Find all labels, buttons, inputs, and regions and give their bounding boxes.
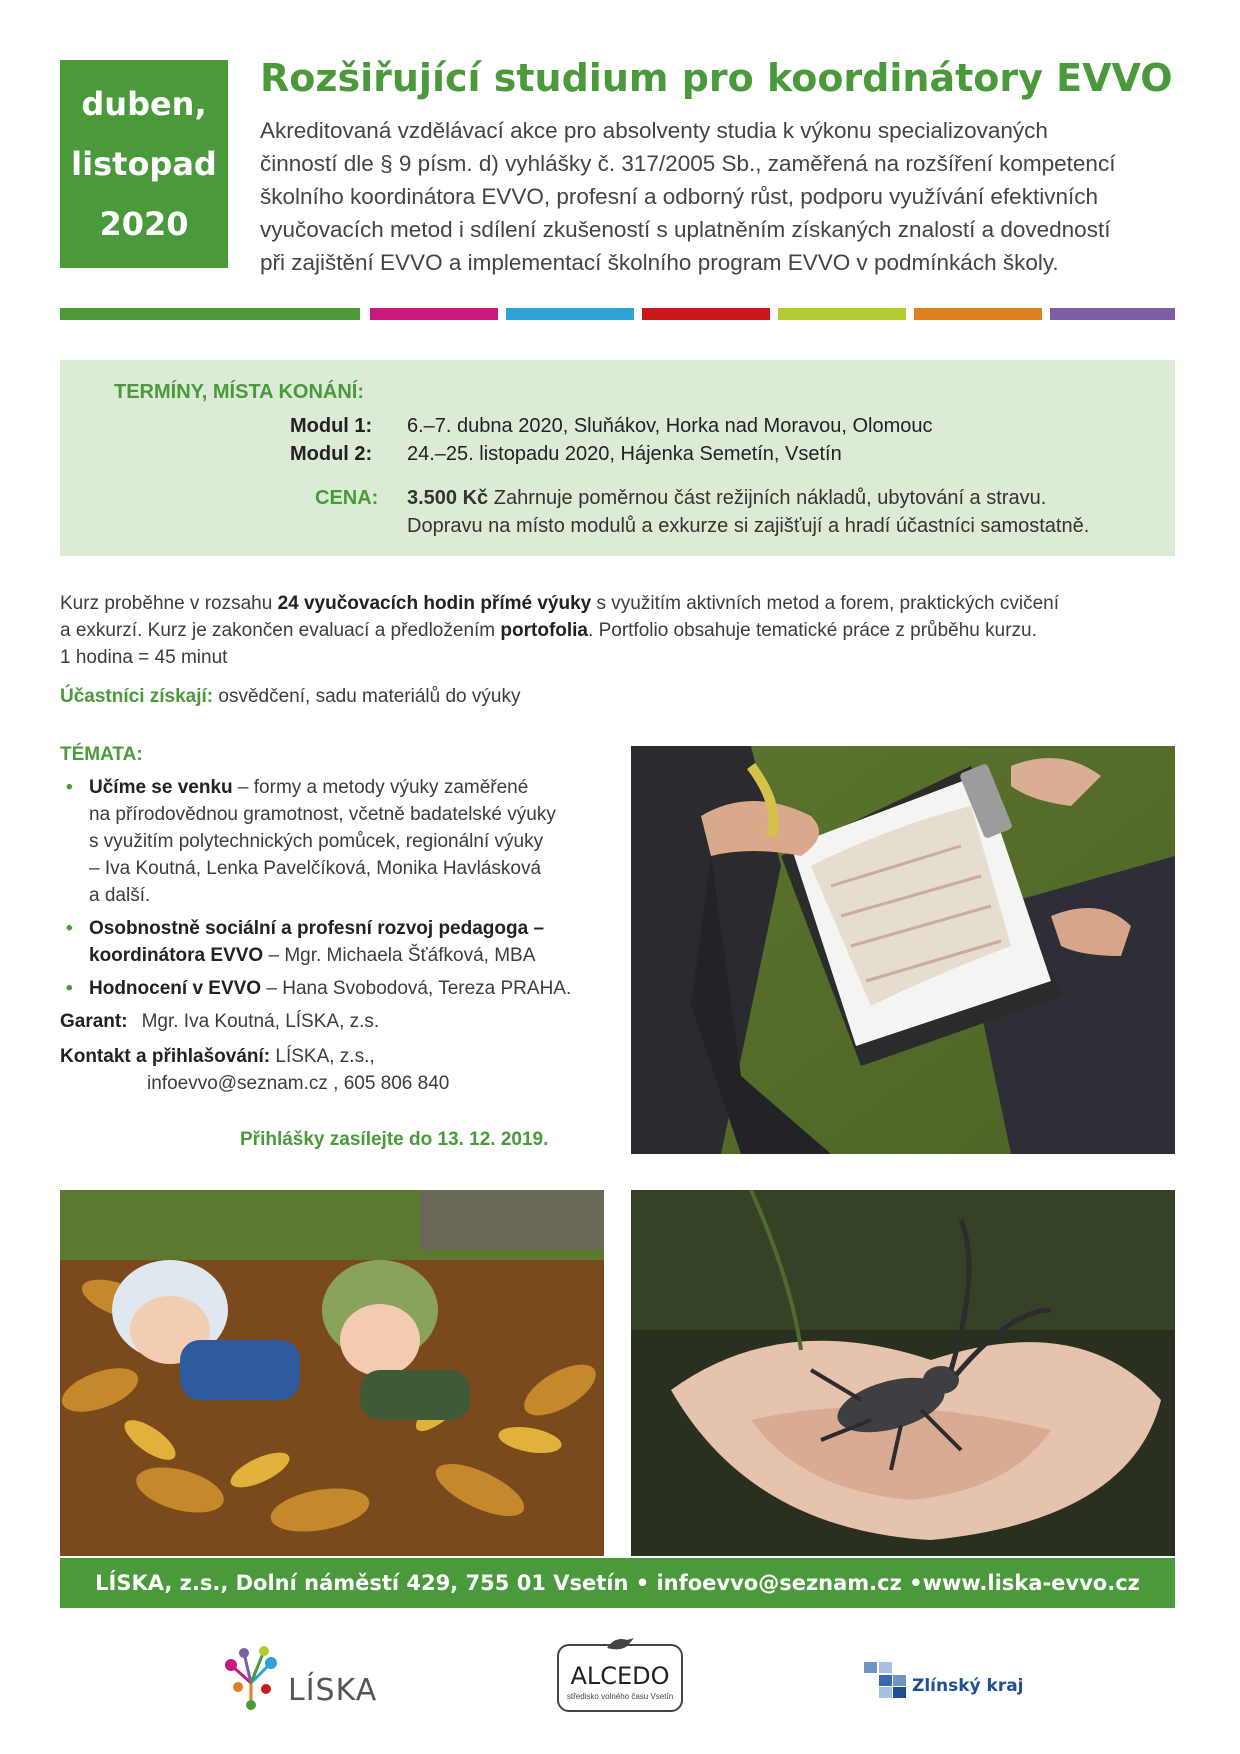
deadline: Přihlášky zasílejte do 13. 12. 2019. [240,1129,549,1150]
course-line-3: 1 hodina = 45 minut [60,647,228,668]
intro-line: školního koordinátora EVVO, profesní a odborný růst, podporu využívání efektivních [260,184,1098,209]
topic-text: – Iva Koutná, Lenka Pavelčíková, Monika Havlásková [89,858,542,879]
topic-text: na přírodovědnou gramotnost, včetně badatelské výuky [89,804,556,825]
garant-text: Mgr. Iva Koutná, LÍSKA, z.s. [141,1011,380,1032]
garant-label: Garant: [60,1011,128,1032]
topics-list [60,774,620,1002]
module-1-text: 6.–7. dubna 2020, Sluňákov, Horka nad Moravou, Olomouc [407,415,933,437]
intro-line: při zajištění EVVO a implementací školního program EVVO v podmínkách školy. [260,250,1059,275]
stripe-magenta [370,308,498,320]
topic-item [60,915,620,969]
topics-list-wrap [60,774,620,1097]
text: s využitím aktivních metod a forem, praktických cvičení [591,593,1059,614]
liska-logo-icon [216,1643,286,1713]
photo-beetle [631,1190,1175,1556]
date-box [60,60,228,268]
contact-email-phone[interactable]: infoevvo@seznam.cz , 605 806 840 [147,1073,450,1094]
topic-text: s využitím polytechnických pomůcek, regionální výuky [89,831,544,852]
gain-label: Účastníci získají: [60,686,214,707]
photo-children-leaves [60,1190,604,1556]
text: a exkurzí. Kurz je zakončen evaluací a předložením [60,620,501,641]
liska-logo [216,1643,386,1713]
topic-item [60,975,620,1002]
photo-clipboard-svg [631,746,1175,1154]
topic-text: a další. [89,885,151,906]
text: Kurz proběhne v rozsahu [60,593,278,614]
photo-beetle-svg [631,1190,1175,1556]
footer-url[interactable]: www.liska-evvo.cz [922,1571,1140,1595]
date-line-3: 2020 [99,205,189,243]
contact-line [60,1043,620,1070]
zlinsky-kraj-logo-icon [864,1662,906,1698]
module-1-label: Modul 1: [290,415,373,437]
zlinsky-kraj-logo [864,1662,1034,1702]
intro-line: činností dle § 9 písm. d) vyhlášky č. 317/2005 Sb., zaměřená na rozšíření kompetencí [260,151,1116,176]
footer-text: LÍSKA, z.s., Dolní náměstí 429, 755 01 Vsetín • infoevvo@seznam.cz • [95,1571,923,1595]
intro-line: vyučovacích metod i sdílení zkušeností s uplatněním získaných znalostí a dovedností [260,217,1111,242]
date-line-1: duben, [81,85,207,123]
module-2-label: Modul 2: [290,443,373,465]
topics-heading: TÉMATA: [60,744,143,765]
stripe-orange [914,308,1042,320]
topic-title: Osobnostně sociální a profesní rozvoj pedagoga – [89,918,545,939]
date-line-2: listopad [71,145,217,183]
price-line [407,484,1046,512]
course-line-2 [60,617,1180,644]
text: . Portfolio obsahuje tematické práce z průběhu kurzu. [588,620,1037,641]
course-portfolio: portofolia [500,620,589,641]
price-label: CENA: [315,487,379,509]
course-line-1 [60,590,1180,617]
zlinsky-kraj-logo-text: Zlínský kraj [912,1676,1024,1696]
contact-text: LÍSKA, z.s., [270,1046,375,1067]
topic-item [60,774,620,909]
liska-logo-text: LÍSKA [288,1673,378,1708]
page-title: Rozšiřující studium pro koordinátory EVVO [260,56,1173,100]
price-text-2: Dopravu na místo modulů a exkurze si zajišťují a hradí účastníci samostatně. [407,515,1090,537]
module-2-text: 24.–25. listopadu 2020, Hájenka Semetín, Vsetín [407,443,842,465]
price-value: 3.500 Kč [407,487,489,509]
intro-line: Akreditovaná vzdělávací akce pro absolventy studia k výkonu specializovaných [260,118,1048,143]
stripe-green [60,308,360,320]
topic-text: – formy a metody výuky zaměřené [232,777,529,798]
intro-paragraph [260,114,1190,279]
topic-text: – Hana Svobodová, Tereza PRAHA. [261,978,572,999]
alcedo-logo-text: ALCEDO [570,1662,670,1690]
stripe-purple [1050,308,1175,320]
info-box [60,360,1175,556]
garant-line [60,1008,620,1035]
bird-icon [605,1634,635,1654]
topic-text: – Mgr. Michaela Šťáfková, MBA [263,945,536,966]
footer-bar [60,1558,1175,1608]
gain-text: osvědčení, sadu materiálů do výuky [213,686,521,707]
info-heading: TERMÍNY, MÍSTA KONÁNÍ: [114,381,364,403]
stripe-red [642,308,770,320]
price-text: Zahrnuje poměrnou část režijních nákladů, ubytování a stravu. [488,487,1047,509]
photo-clipboard [631,746,1175,1154]
photo-children-svg [60,1190,604,1556]
course-description [60,590,1180,710]
alcedo-logo-subtext: středisko volného času Vsetín [566,1692,674,1701]
topic-title: Hodnocení v EVVO [89,978,262,999]
stripe-lime [778,308,906,320]
topic-title: Učíme se venku [89,777,233,798]
contact-label: Kontakt a přihlašování: [60,1046,271,1067]
alcedo-logo [557,1644,683,1712]
course-hours: 24 vyučovacích hodin přímé výuky [277,593,592,614]
topic-title: koordinátora EVVO [89,945,264,966]
gain-line [60,683,1180,710]
stripe-blue [506,308,634,320]
